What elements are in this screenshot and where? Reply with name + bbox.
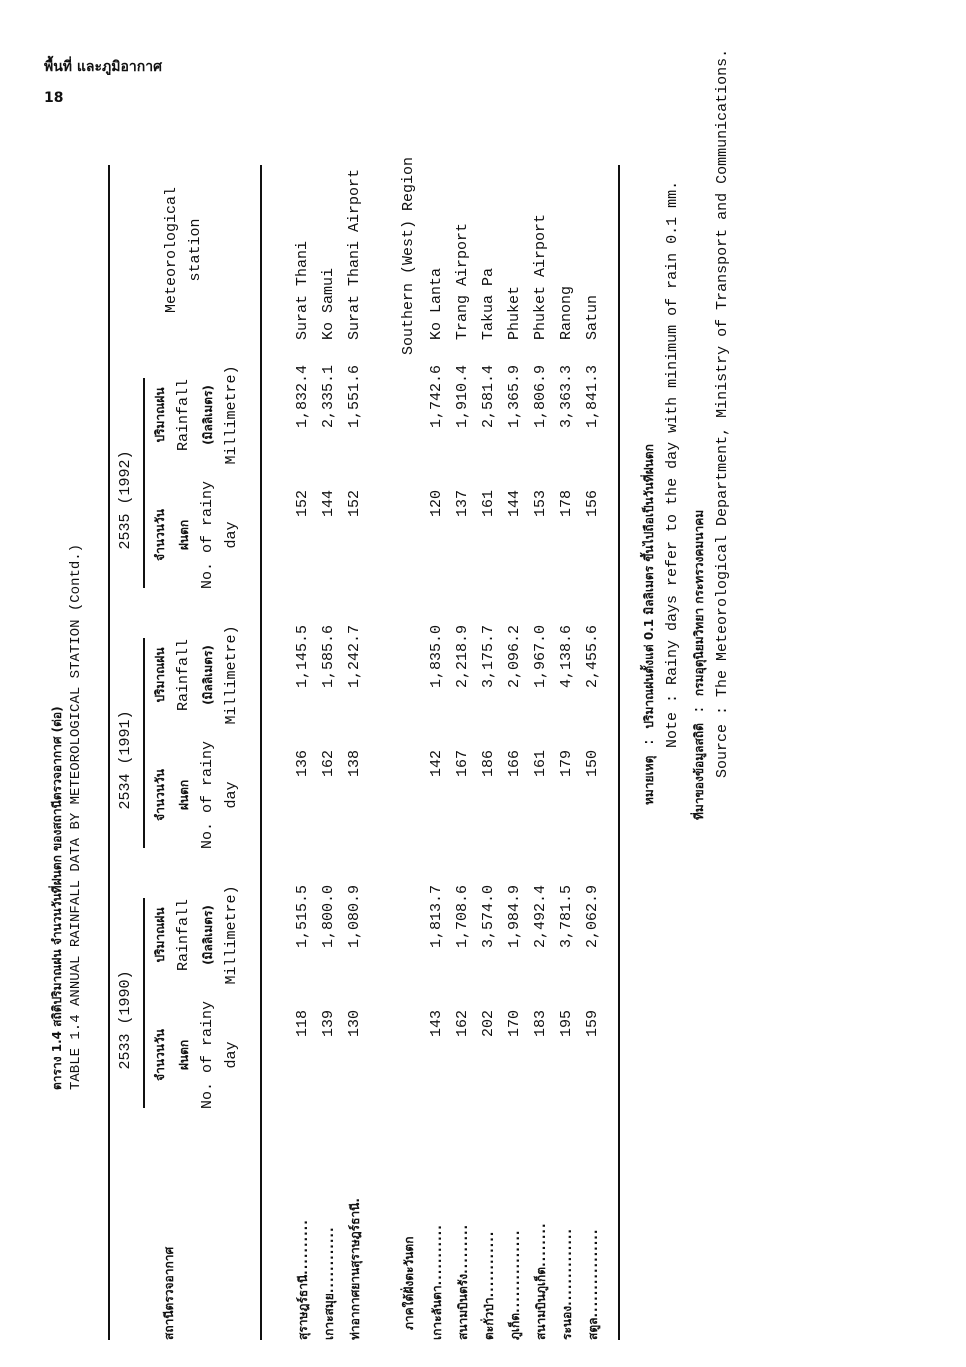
col-header-rainfall-1990: ปริมาณฝน Rainfall (มิลลิเมตร) Millimetre) bbox=[153, 885, 240, 985]
rainfall-cell: 3,175.7 bbox=[480, 625, 497, 689]
year-header-1991: 2534 (1991) bbox=[117, 710, 134, 810]
rainfall-cell: 2,218.9 bbox=[454, 625, 471, 689]
table-row bbox=[480, 160, 506, 1340]
rainy-days-cell: 144 bbox=[506, 490, 523, 518]
station-name-thai: สนามบินภูเก็ต........ bbox=[534, 1222, 548, 1340]
note-thai: หมายเหตุ : ปริมาณฝนตั้งแต่ 0.1 มิลลิเมตร ขึ้นไปถือเป็นวันที่ฝนตก bbox=[641, 444, 658, 805]
year-underline-1991 bbox=[143, 638, 145, 848]
rainy-days-cell: 162 bbox=[320, 750, 337, 778]
rainfall-cell: 1,813.7 bbox=[428, 885, 445, 949]
rainy-days-cell: 136 bbox=[294, 750, 311, 778]
rainfall-cell: 1,145.5 bbox=[294, 625, 311, 689]
table-row bbox=[506, 160, 532, 1340]
header-rule bbox=[260, 165, 262, 1340]
rainy-days-cell: 178 bbox=[558, 490, 575, 518]
rainy-days-cell: 152 bbox=[294, 490, 311, 518]
rainfall-cell: 1,365.9 bbox=[506, 365, 523, 429]
table-row bbox=[320, 160, 346, 1340]
top-rule bbox=[108, 165, 110, 1340]
table-row bbox=[454, 160, 480, 1340]
page-number: 18 bbox=[44, 90, 64, 106]
rainfall-cell: 1,967.0 bbox=[532, 625, 549, 689]
rainy-days-cell: 202 bbox=[480, 1010, 497, 1038]
station-name-thai: ภูเก็ต............... bbox=[508, 1229, 522, 1340]
station-name-english: Satun bbox=[584, 294, 601, 340]
rainfall-cell: 3,781.5 bbox=[558, 885, 575, 949]
col-header-rainfall-1992: ปริมาณฝน Rainfall (มิลลิเมตร) Millimetre) bbox=[153, 365, 240, 465]
station-header-thai: สถานีตรวจอากาศ bbox=[162, 1246, 176, 1340]
rainfall-cell: 1,551.6 bbox=[346, 365, 363, 429]
rainfall-cell: 2,062.9 bbox=[584, 885, 601, 949]
rainfall-cell: 3,574.0 bbox=[480, 885, 497, 949]
rainy-days-cell: 159 bbox=[584, 1010, 601, 1038]
rainfall-cell: 4,138.6 bbox=[558, 625, 575, 689]
rainy-days-cell: 183 bbox=[532, 1010, 549, 1038]
station-name-english: Trang Airport bbox=[454, 222, 471, 340]
station-name-english: Ko Samui bbox=[320, 267, 337, 340]
rainy-days-cell: 161 bbox=[532, 750, 549, 778]
rainy-days-cell: 118 bbox=[294, 1010, 311, 1038]
station-name-english: Takua Pa bbox=[480, 267, 497, 340]
rainfall-cell: 1,800.0 bbox=[320, 885, 337, 949]
rainfall-cell: 1,806.9 bbox=[532, 365, 549, 429]
region-label-english: Southern (West) Region bbox=[400, 156, 417, 355]
rainy-days-cell: 167 bbox=[454, 750, 471, 778]
station-name-thai: สตูล................ bbox=[586, 1228, 600, 1340]
table-row bbox=[346, 160, 372, 1340]
rainy-days-cell: 195 bbox=[558, 1010, 575, 1038]
rainfall-cell: 2,492.4 bbox=[532, 885, 549, 949]
rainy-days-cell: 142 bbox=[428, 750, 445, 778]
station-name-thai: ระนอง.............. bbox=[560, 1228, 574, 1340]
table-title-thai: ตาราง 1.4 สถิติปริมาณฝน จำนวนวันที่ฝนตก ของสถานีตรวจอากาศ (ต่อ) bbox=[50, 706, 64, 1090]
station-name-thai: ตะกั่วป่า............ bbox=[482, 1230, 496, 1340]
station-name-english: Phuket bbox=[506, 285, 523, 340]
rainy-days-cell: 186 bbox=[480, 750, 497, 778]
station-name-english: Ko Lanta bbox=[428, 267, 445, 340]
station-name-thai: สุราษฎร์ธานี.......... bbox=[296, 1219, 310, 1340]
col-header-rainy-days-1990: จำนวนวัน ฝนตก No. of rainy day bbox=[153, 1000, 240, 1110]
table-row bbox=[294, 160, 320, 1340]
rainy-days-cell: 138 bbox=[346, 750, 363, 778]
rainy-days-cell: 161 bbox=[480, 490, 497, 518]
rainfall-cell: 2,581.4 bbox=[480, 365, 497, 429]
rainfall-cell: 1,242.7 bbox=[346, 625, 363, 689]
rainfall-cell: 3,363.3 bbox=[558, 365, 575, 429]
rainfall-cell: 1,984.9 bbox=[506, 885, 523, 949]
source-english: Source : The Meteorological Department, Ministry of Transport and Communications. bbox=[714, 48, 731, 778]
rainy-days-cell: 143 bbox=[428, 1010, 445, 1038]
rainfall-cell: 1,742.6 bbox=[428, 365, 445, 429]
region-label-thai: ภาคใต้ฝั่งตะวันตก bbox=[402, 1236, 416, 1330]
rainfall-cell: 2,455.6 bbox=[584, 625, 601, 689]
table-row bbox=[428, 160, 454, 1340]
rainfall-cell: 1,585.6 bbox=[320, 625, 337, 689]
rainy-days-cell: 144 bbox=[320, 490, 337, 518]
rainy-days-cell: 166 bbox=[506, 750, 523, 778]
rainy-days-cell: 137 bbox=[454, 490, 471, 518]
station-name-english: Surat Thani Airport bbox=[346, 168, 363, 340]
rainy-days-cell: 152 bbox=[346, 490, 363, 518]
rainy-days-cell: 130 bbox=[346, 1010, 363, 1038]
table-row bbox=[584, 160, 610, 1340]
year-underline-1992 bbox=[143, 378, 145, 588]
source-thai: ที่มาของข้อมูลสถิติ : กรมอุตุนิยมวิทยา กระทรวงคมนาคม bbox=[691, 509, 708, 820]
station-name-thai: ท่าอากาศยานสุราษฎร์ธานี. bbox=[348, 1197, 362, 1340]
table-title-english: TABLE 1.4 ANNUAL RAINFALL DATA BY METEOROLOGICAL STATION (Contd.) bbox=[68, 543, 84, 1090]
rainfall-cell: 2,096.2 bbox=[506, 625, 523, 689]
rainy-days-cell: 139 bbox=[320, 1010, 337, 1038]
rainy-days-cell: 153 bbox=[532, 490, 549, 518]
rainfall-cell: 1,835.0 bbox=[428, 625, 445, 689]
rainy-days-cell: 156 bbox=[584, 490, 601, 518]
rainy-days-cell: 162 bbox=[454, 1010, 471, 1038]
rainfall-cell: 1,910.4 bbox=[454, 365, 471, 429]
rainy-days-cell: 170 bbox=[506, 1010, 523, 1038]
year-header-1992: 2535 (1992) bbox=[117, 450, 134, 550]
station-name-english: Ranong bbox=[558, 285, 575, 340]
rainfall-cell: 1,832.4 bbox=[294, 365, 311, 429]
rainfall-cell: 2,335.1 bbox=[320, 365, 337, 429]
table-row bbox=[558, 160, 584, 1340]
station-name-thai: เกาะลันตา........... bbox=[430, 1224, 444, 1340]
note-english: Note : Rainy days refer to the day with minimum of rain 0.1 mm. bbox=[664, 180, 681, 748]
year-underline-1990 bbox=[143, 898, 145, 1108]
col-header-rainfall-1991: ปริมาณฝน Rainfall (มิลลิเมตร) Millimetre) bbox=[153, 625, 240, 725]
station-name-english: Surat Thani bbox=[294, 240, 311, 340]
rainfall-cell: 1,841.3 bbox=[584, 365, 601, 429]
station-name-thai: เกาะสมุย............ bbox=[322, 1226, 336, 1340]
section-heading: พื้นที่ และภูมิอากาศ bbox=[44, 59, 162, 75]
station-name-thai: สนามบินตรัง......... bbox=[456, 1223, 470, 1340]
rainfall-cell: 1,080.9 bbox=[346, 885, 363, 949]
station-header-english: Meteorological station bbox=[163, 186, 204, 314]
col-header-rainy-days-1991: จำนวนวัน ฝนตก No. of rainy day bbox=[153, 740, 240, 850]
year-header-1990: 2533 (1990) bbox=[117, 970, 134, 1070]
col-header-rainy-days-1992: จำนวนวัน ฝนตก No. of rainy day bbox=[153, 480, 240, 590]
station-name-english: Phuket Airport bbox=[532, 213, 549, 340]
bottom-rule bbox=[618, 165, 620, 1340]
rainfall-cell: 1,515.5 bbox=[294, 885, 311, 949]
rainfall-cell: 1,708.6 bbox=[454, 885, 471, 949]
table-row bbox=[532, 160, 558, 1340]
rainy-days-cell: 150 bbox=[584, 750, 601, 778]
rainy-days-cell: 120 bbox=[428, 490, 445, 518]
rainy-days-cell: 179 bbox=[558, 750, 575, 778]
